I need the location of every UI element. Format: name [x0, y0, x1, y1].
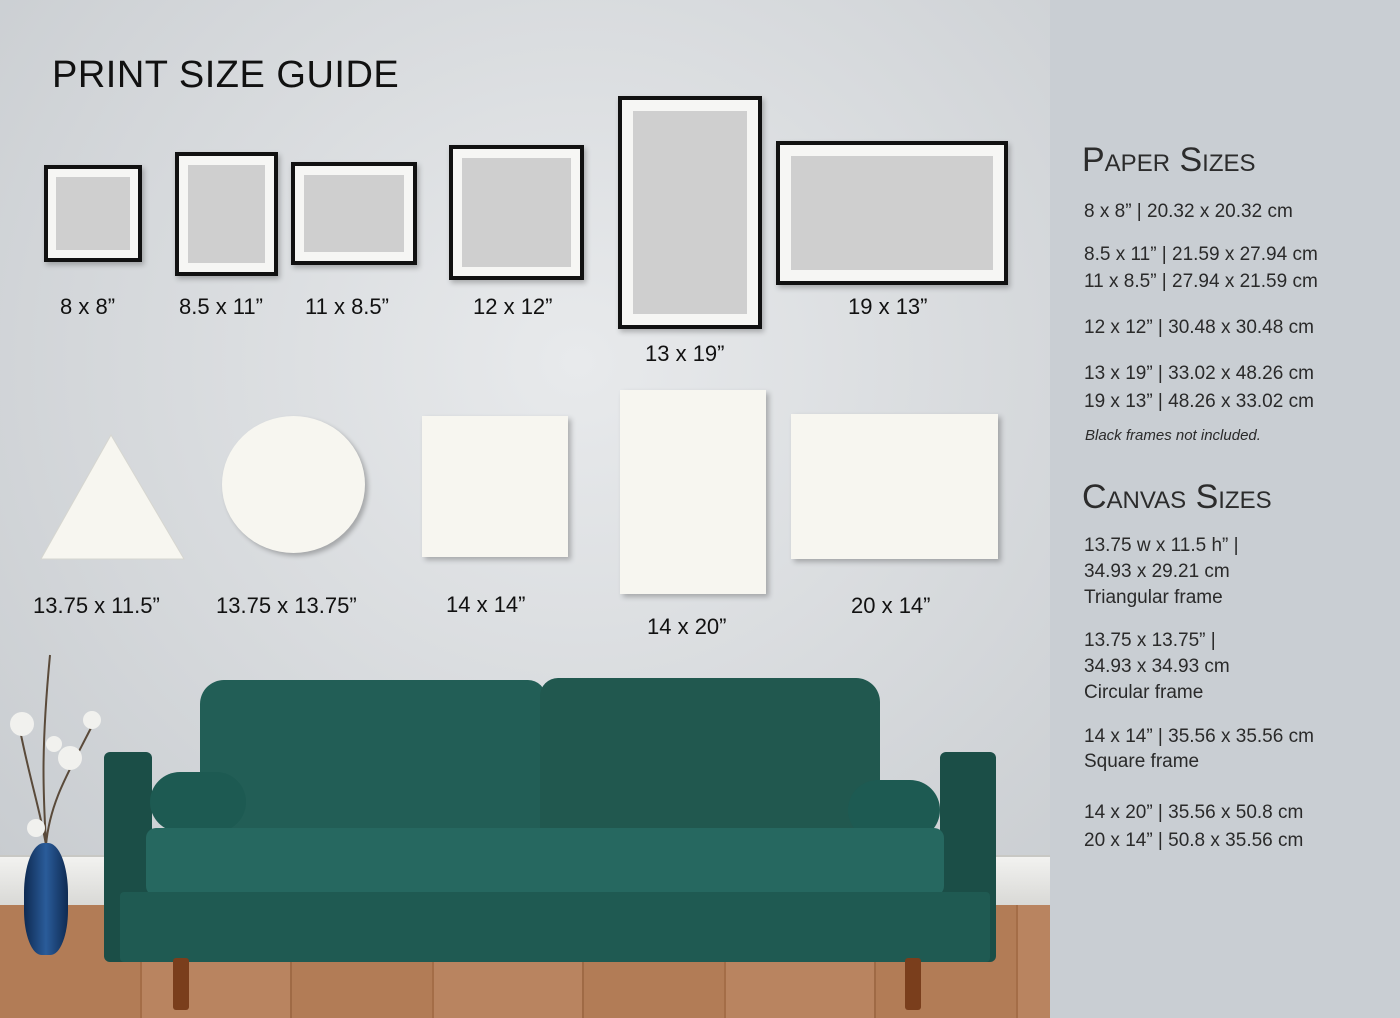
canvas-size-line: 13.75 x 13.75” | — [1084, 630, 1216, 651]
canvas-size-line: 20 x 14” | 50.8 x 35.56 cm — [1084, 830, 1304, 851]
canvas-size-line: 14 x 14” | 35.56 x 35.56 cm — [1084, 726, 1314, 747]
paper-size-line: 13 x 19” | 33.02 x 48.26 cm — [1084, 363, 1314, 384]
paper-size-line: 12 x 12” | 30.48 x 30.48 cm — [1084, 317, 1314, 338]
paper-sizes-title: Paper Sizes — [1082, 141, 1256, 179]
canvas-size-line: Square frame — [1084, 751, 1200, 772]
canvas-landscape — [791, 414, 998, 559]
frame-8.5x11 — [175, 152, 278, 276]
frame-label: 11 x 8.5” — [305, 294, 389, 319]
frame-label: 8.5 x 11” — [179, 294, 263, 319]
canvas-size-line: 34.93 x 29.21 cm — [1084, 561, 1230, 582]
canvas-portrait — [620, 390, 766, 594]
frame-12x12 — [449, 145, 584, 280]
canvas-size-line: 14 x 20” | 35.56 x 50.8 cm — [1084, 802, 1304, 823]
canvas-circle — [222, 416, 365, 553]
paper-size-line: 8 x 8” | 20.32 x 20.32 cm — [1084, 201, 1293, 222]
canvas-sizes-title: Canvas Sizes — [1082, 478, 1272, 516]
frame-19x13 — [776, 141, 1008, 285]
frames-note: Black frames not included. — [1085, 427, 1261, 444]
canvas-square — [422, 416, 568, 557]
frame-13x19 — [618, 96, 762, 329]
canvas-label: 20 x 14” — [851, 593, 931, 618]
frame-label: 8 x 8” — [60, 294, 116, 319]
page-title: PRINT SIZE GUIDE — [52, 54, 400, 96]
paper-size-line: 19 x 13” | 48.26 x 33.02 cm — [1084, 391, 1314, 412]
canvas-size-line: 13.75 w x 11.5 h” | — [1084, 535, 1239, 556]
canvas-label: 13.75 x 11.5” — [33, 593, 160, 618]
canvas-label: 13.75 x 13.75” — [216, 593, 357, 618]
frame-8x8 — [44, 165, 142, 262]
paper-size-line: 11 x 8.5” | 27.94 x 21.59 cm — [1084, 271, 1318, 292]
canvas-size-line: 34.93 x 34.93 cm — [1084, 656, 1230, 677]
canvas-triangle — [38, 432, 188, 562]
frame-11x8.5 — [291, 162, 417, 265]
canvas-size-line: Triangular frame — [1084, 587, 1223, 608]
canvas-label: 14 x 20” — [647, 614, 727, 639]
frame-label: 19 x 13” — [848, 294, 928, 319]
canvas-size-line: Circular frame — [1084, 682, 1204, 703]
canvas-label: 14 x 14” — [446, 592, 526, 617]
paper-size-line: 8.5 x 11” | 21.59 x 27.94 cm — [1084, 244, 1318, 265]
frame-label: 12 x 12” — [473, 294, 553, 319]
frame-label: 13 x 19” — [645, 341, 725, 366]
